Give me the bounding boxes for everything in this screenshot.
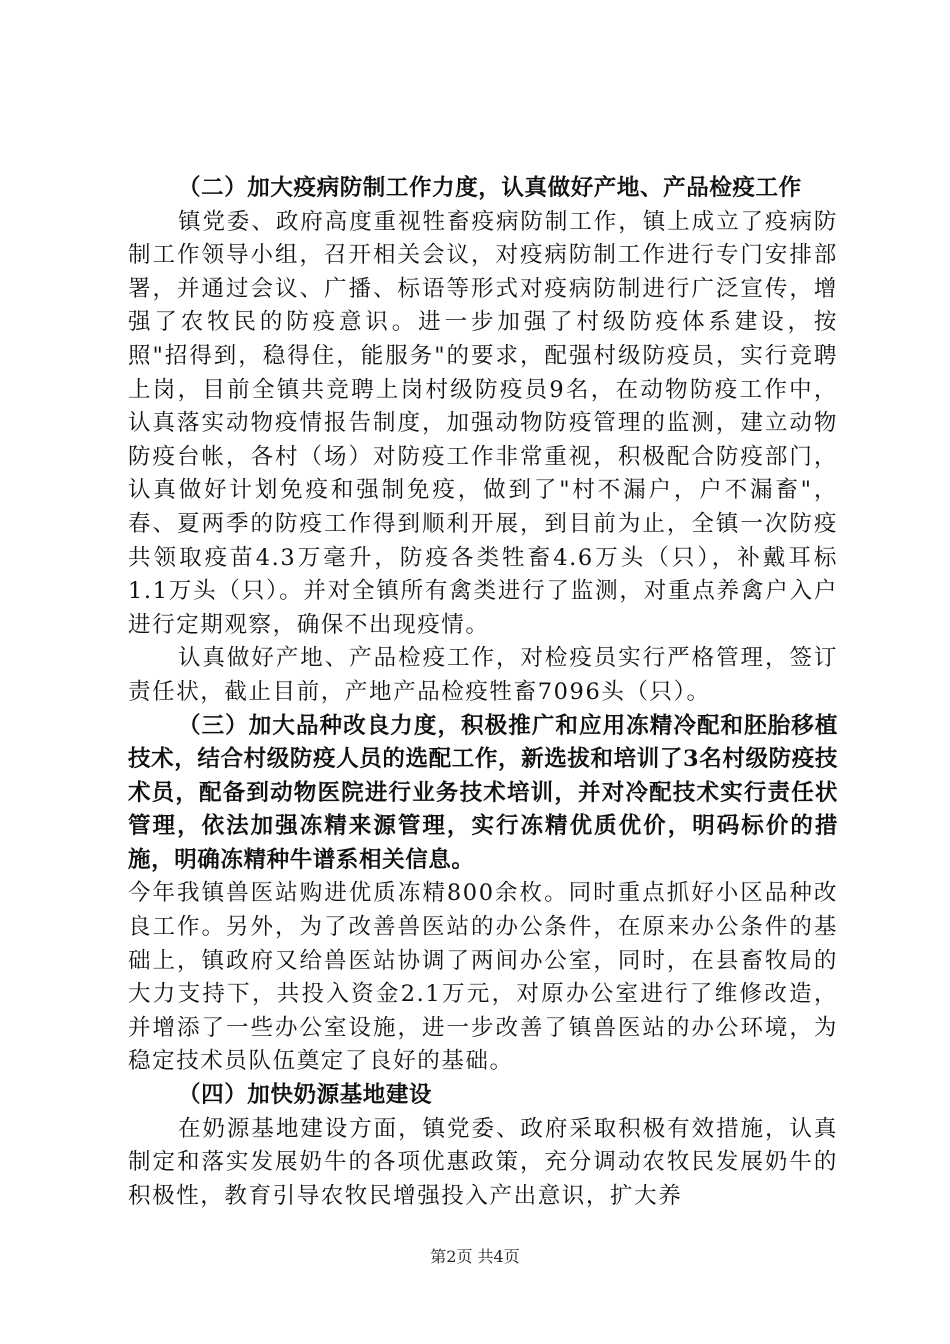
section-heading-2: （二）加大疫病防制工作力度，认真做好产地、产品检疫工作 [178,175,802,201]
section-heading-4: （四）加快奶源基地建设 [178,1082,433,1109]
document-body [128,172,838,1213]
section-heading-3: （三）加大品种改良力度，积极推广和应用冻精冷配和胚胎移植技术，结合村级防疫人员的选配工作，新选拔和培训了3名村级防疫技术员，配备到动物医院进行业务技术培训，并对冷配技术实行责任状管理，依法加强冻精来源管理，实行冻精优质优价，明码标价的措施，明确冻精种牛谱系相关信息。 [128,712,838,873]
page-footer: 第2页 共4页 [430,1247,520,1266]
paragraph-quarantine: 认真做好产地、产品检疫工作，对检疫员实行严格管理，签订责任状，截止目前，产地产品检疫牲畜7096头（只）。 [128,645,838,705]
paragraph-breed-improvement: 今年我镇兽医站购进优质冻精800余枚。同时重点抓好小区品种改良工作。另外，为了改善兽医站的办公条件，在原来办公条件的基础上，镇政府又给兽医站协调了两间办公室，同时，在县畜牧局的大力支持下，共投入资金2.1万元，对原办公室进行了维修改造，并增添了一些办公室设施，进一步改善了镇兽医站的办公环境，为稳定技术员队伍奠定了良好的基础。 [128,880,838,1075]
paragraph-dairy-base: 在奶源基地建设方面，镇党委、政府采取积极有效措施，认真制定和落实发展奶牛的各项优惠政策，充分调动农牧民发展奶牛的积极性，教育引导农牧民增强投入产出意识，扩大养 [128,1115,838,1209]
paragraph-epidemic-control: 镇党委、政府高度重视牲畜疫病防制工作，镇上成立了疫病防制工作领导小组，召开相关会议，对疫病防制工作进行专门安排部署，并通过会议、广播、标语等形式对疫病防制进行广泛宣传，增强了农牧民的防疫意识。进一步加强了村级防疫体系建设，按照"招得到，稳得住，能服务"的要求，配强村级防疫员，实行竞聘上岗，目前全镇共竞聘上岗村级防疫员9名，在动物防疫工作中，认真落实动物疫情报告制度，加强动物防疫管理的监测，建立动物防疫台帐，各村（场）对防疫工作非常重视，积极配合防疫部门，认真做好计划免疫和强制免疫，做到了"村不漏户，户不漏畜"，春、夏两季的防疫工作得到顺利开展，到目前为止，全镇一次防疫共领取疫苗4.3万毫升，防疫各类牲畜4.6万头（只），补戴耳标1.1万头（只）。并对全镇所有禽类进行了监测，对重点养禽户入户进行定期观察，确保不出现疫情。 [128,208,838,638]
